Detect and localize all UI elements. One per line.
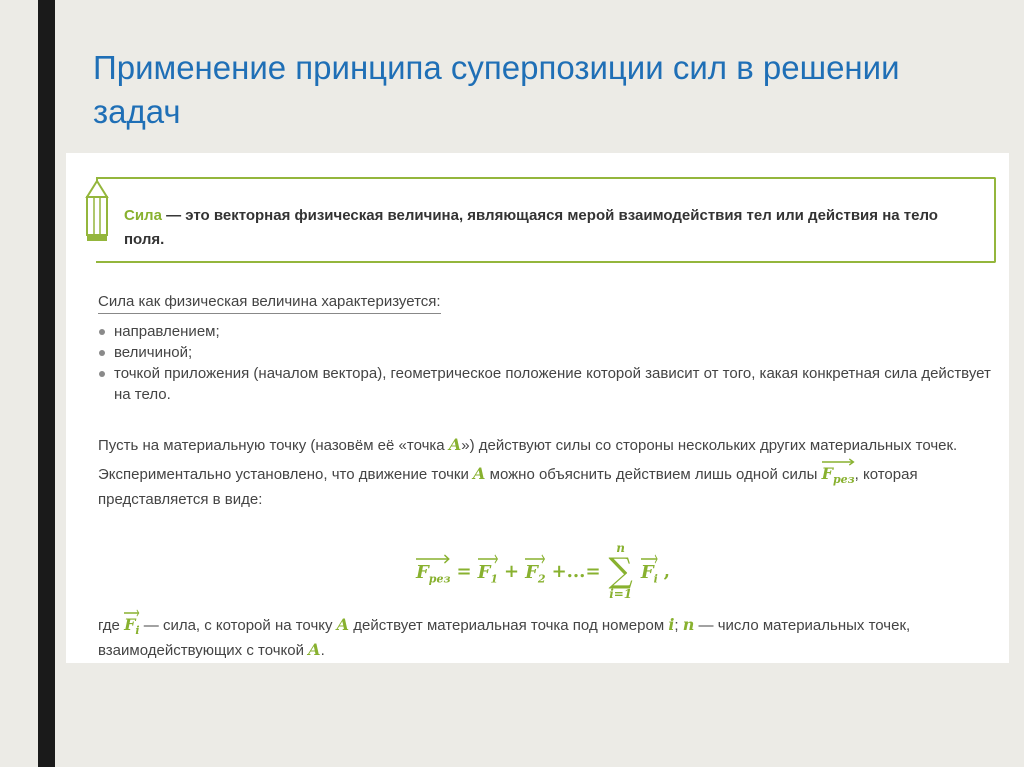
superposition-formula [416,536,670,606]
content-panel [66,153,1009,663]
formula-comma: , [663,560,671,582]
text-segment: , которая представляется в виде: [98,466,918,509]
var-n: n [682,615,695,634]
vector-f1 [478,554,498,589]
sigma-icon: ∑ [608,551,633,591]
text-segment: ») действуют силы со стороны нескольких других материальных точек. Экспериментально установлено, что движение точки [98,437,958,483]
characteristics-list [98,321,998,405]
definition-body: — это векторная физическая величина, являющаяся мерой взаимодействия тел или действия на тело поля. [124,207,938,248]
plus-ellipsis-equals: +...= [551,560,601,582]
list-item: направлением; [98,321,998,342]
text-segment: где [98,617,125,634]
vector-arrow-icon [124,609,140,617]
vector-arrow-icon [525,554,545,564]
vector-base: F [416,561,429,583]
definition-box [96,177,996,263]
plus-sign: + [504,560,520,582]
text-segment: можно объяснить действием лишь одной силы [485,466,822,483]
definition-text [124,204,974,252]
paragraph-superposition [98,433,998,512]
summation [609,542,633,600]
vector-base: F [525,561,538,583]
left-accent-bar [38,0,55,767]
vector-subscript: 2 [537,572,546,586]
vector-subscript: i [653,572,658,586]
list-item: точкой приложения (началом вектора), геометрическое положение которой зависит от того, какая конкретная сила действует на тело. [98,363,998,405]
vector-arrow-icon [416,554,451,564]
var-a: A [473,464,486,483]
vector-arrow-icon [641,554,658,564]
var-a: A [336,615,350,634]
paragraph-explanation [98,609,998,662]
vector-fi [124,609,140,639]
vector-subscript: рез [832,473,855,487]
sum-upper-limit: n [616,541,626,555]
vector-base: F [821,464,833,483]
vector-subscript: i [135,624,140,638]
text-segment: — число материальных точек, взаимодействующих с точкой [98,617,911,660]
vector-arrow-icon [822,458,855,466]
text-segment: ; [674,617,683,634]
text-segment: Пусть на материальную точку (назовём её «точка [98,437,449,454]
var-a: A [448,435,462,454]
vector-base: F [477,561,491,583]
vector-f2 [525,554,545,589]
pencil-icon [84,179,110,243]
slide-title: Применение принципа суперпозиции сил в решении задач [93,49,900,130]
vector-subscript: рез [428,572,451,586]
var-i: i [668,615,675,634]
var-a: A [308,640,321,660]
vector-subscript: 1 [490,572,499,586]
equals-sign: = [456,560,472,582]
vector-arrow-icon [478,554,498,564]
sum-lower-limit: i=1 [609,587,633,601]
characteristics-heading: Сила как физическая величина характеризуется: [98,292,441,314]
text-segment: — сила, с которой на точку [139,617,337,634]
vector-f-rez [822,458,855,488]
text-segment: действует материальная точка под номером [349,617,669,634]
definition-term: Сила [124,207,162,224]
vector-base: F [640,561,654,583]
vector-base: F [124,615,136,634]
vector-f-rez [416,554,451,589]
vector-fi [641,554,658,589]
text-segment: . [320,642,325,660]
list-item: величиной; [98,342,998,363]
